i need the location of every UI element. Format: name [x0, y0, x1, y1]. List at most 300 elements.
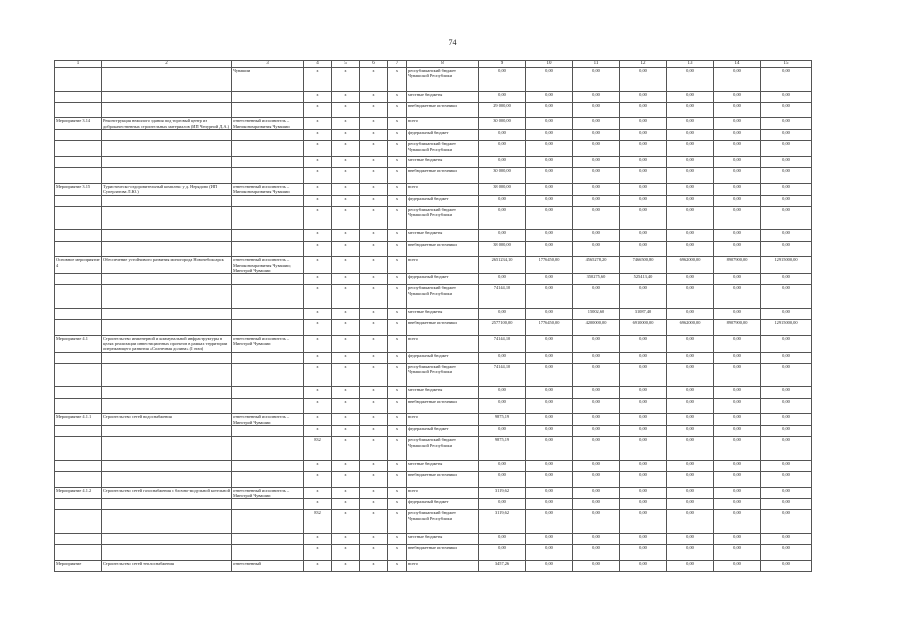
value-2021: 0,00	[573, 510, 620, 534]
value-2019: 0,00	[479, 230, 526, 241]
section-code: x	[332, 560, 360, 571]
activity-name	[102, 130, 232, 141]
target-article-code: x	[360, 285, 388, 309]
value-2022: 31087,40	[620, 308, 667, 319]
column-number: 4	[304, 61, 332, 68]
expense-group-code: x	[388, 230, 407, 241]
table-row	[55, 230, 812, 241]
value-2020: 0,00	[526, 141, 573, 157]
grbs-code: 832	[304, 437, 332, 461]
activity-name: Обеспечение устойчивого развития моногорода Новочебоксарск	[102, 257, 232, 274]
value-2019: 0,00	[479, 130, 526, 141]
table-row	[55, 387, 812, 398]
value-2025: 0,00	[761, 533, 812, 544]
activity-name: Строительство сетей газоснабжения с блочно-модульной котельной	[102, 487, 232, 499]
expense-group-code: x	[388, 499, 407, 510]
table-row	[55, 510, 812, 534]
target-article-code: x	[360, 398, 388, 414]
activity-name: Строительство сетей теплоснабжения	[102, 560, 232, 571]
target-article-code: x	[360, 414, 388, 426]
section-code: x	[332, 308, 360, 319]
expense-group-code: x	[388, 141, 407, 157]
value-2022: 0,00	[620, 130, 667, 141]
expense-group-code: x	[388, 460, 407, 471]
funding-source: местные бюджеты	[407, 308, 479, 319]
value-2025: 0,00	[761, 487, 812, 499]
funding-source: республиканский бюджет Чувашской Республики	[407, 363, 479, 387]
expense-group-code: x	[388, 195, 407, 206]
value-2022: 0,00	[620, 118, 667, 130]
column-number: 10	[526, 61, 573, 68]
section-code: x	[332, 387, 360, 398]
value-2020: 1776450,00	[526, 257, 573, 274]
activity-code	[55, 437, 102, 461]
activity-code	[55, 141, 102, 157]
value-2024: 0,00	[714, 230, 761, 241]
activity-code	[55, 545, 102, 561]
value-2025: 12915000,00	[761, 320, 812, 336]
target-article-code: x	[360, 141, 388, 157]
value-2024: 0,00	[714, 195, 761, 206]
value-2021: 0,00	[573, 141, 620, 157]
target-article-code: x	[360, 560, 388, 571]
value-2024: 0,00	[714, 141, 761, 157]
value-2024: 8907900,00	[714, 257, 761, 274]
activity-name	[102, 91, 232, 102]
funding-source: всего	[407, 118, 479, 130]
expense-group-code: x	[388, 352, 407, 363]
value-2023: 0,00	[667, 471, 714, 487]
activity-code	[55, 285, 102, 309]
target-article-code: x	[360, 545, 388, 561]
value-2023: 0,00	[667, 308, 714, 319]
value-2020: 1776450,00	[526, 320, 573, 336]
activity-name	[102, 285, 232, 309]
value-2022: 0,00	[620, 387, 667, 398]
value-2025: 0,00	[761, 437, 812, 461]
value-2020: 0,00	[526, 437, 573, 461]
value-2021: 0,00	[573, 533, 620, 544]
grbs-code: x	[304, 68, 332, 92]
responsible-executor	[232, 206, 304, 230]
funding-source: федеральный бюджет	[407, 352, 479, 363]
value-2022: 0,00	[620, 335, 667, 352]
activity-name	[102, 206, 232, 230]
value-2022: 0,00	[620, 230, 667, 241]
value-2019: 0,00	[479, 91, 526, 102]
value-2019: 0,00	[479, 206, 526, 230]
table-row	[55, 545, 812, 561]
value-2025: 0,00	[761, 560, 812, 571]
value-2020: 0,00	[526, 510, 573, 534]
section-code: x	[332, 68, 360, 92]
responsible-executor: ответственный исполнитель – Минстрой Чувашии	[232, 414, 304, 426]
value-2019: 0,00	[479, 499, 526, 510]
value-2023: 0,00	[667, 91, 714, 102]
responsible-executor	[232, 471, 304, 487]
activity-name	[102, 398, 232, 414]
table-row	[55, 426, 812, 437]
activity-name: Строительство сетей водоснабжения	[102, 414, 232, 426]
value-2019: 0,00	[479, 460, 526, 471]
table-row	[55, 398, 812, 414]
activity-code	[55, 91, 102, 102]
value-2020: 0,00	[526, 533, 573, 544]
funding-source: республиканский бюджет Чувашской Республики	[407, 510, 479, 534]
target-article-code: x	[360, 241, 388, 257]
value-2025: 0,00	[761, 545, 812, 561]
activity-code: Мероприятие 3.14	[55, 118, 102, 130]
value-2021: 0,00	[573, 487, 620, 499]
responsible-executor	[232, 157, 304, 168]
responsible-executor: Чувашии	[232, 68, 304, 92]
value-2023: 0,00	[667, 335, 714, 352]
value-2021: 0,00	[573, 157, 620, 168]
value-2019: 0,00	[479, 352, 526, 363]
value-2019: 30 000,00	[479, 118, 526, 130]
value-2021: 0,00	[573, 499, 620, 510]
value-2024: 0,00	[714, 274, 761, 285]
grbs-code: x	[304, 274, 332, 285]
value-2025: 0,00	[761, 102, 812, 118]
expense-group-code: x	[388, 102, 407, 118]
value-2020: 0,00	[526, 157, 573, 168]
value-2023: 0,00	[667, 274, 714, 285]
activity-code	[55, 320, 102, 336]
activity-code	[55, 157, 102, 168]
program-table	[54, 60, 812, 572]
value-2019: 0,00	[479, 68, 526, 92]
target-article-code: x	[360, 363, 388, 387]
expense-group-code: x	[388, 387, 407, 398]
grbs-code: x	[304, 157, 332, 168]
value-2025: 0,00	[761, 130, 812, 141]
value-2021: 15002,60	[573, 308, 620, 319]
funding-source: местные бюджеты	[407, 460, 479, 471]
value-2019: 0,00	[479, 533, 526, 544]
value-2024: 0,00	[714, 102, 761, 118]
target-article-code: x	[360, 184, 388, 196]
table-row	[55, 414, 812, 426]
expense-group-code: x	[388, 91, 407, 102]
section-code: x	[332, 157, 360, 168]
responsible-executor	[232, 320, 304, 336]
funding-source: местные бюджеты	[407, 157, 479, 168]
funding-source: всего	[407, 335, 479, 352]
value-2024: 0,00	[714, 118, 761, 130]
expense-group-code: x	[388, 257, 407, 274]
grbs-code: x	[304, 471, 332, 487]
value-2022: 0,00	[620, 352, 667, 363]
value-2024: 0,00	[714, 91, 761, 102]
responsible-executor	[232, 195, 304, 206]
grbs-code: x	[304, 398, 332, 414]
column-number: 11	[573, 61, 620, 68]
value-2022: 0,00	[620, 206, 667, 230]
activity-code	[55, 230, 102, 241]
table-row	[55, 560, 812, 571]
table-row	[55, 533, 812, 544]
expense-group-code: x	[388, 285, 407, 309]
value-2024: 0,00	[714, 206, 761, 230]
grbs-code: x	[304, 285, 332, 309]
column-number: 5	[332, 61, 360, 68]
responsible-executor	[232, 363, 304, 387]
expense-group-code: x	[388, 471, 407, 487]
target-article-code: x	[360, 168, 388, 184]
value-2023: 0,00	[667, 487, 714, 499]
table-row	[55, 195, 812, 206]
value-2022: 0,00	[620, 363, 667, 387]
table-row	[55, 168, 812, 184]
value-2021: 0,00	[573, 335, 620, 352]
activity-code	[55, 471, 102, 487]
value-2021: 0,00	[573, 184, 620, 196]
grbs-code: x	[304, 118, 332, 130]
value-2020: 0,00	[526, 241, 573, 257]
value-2020: 0,00	[526, 130, 573, 141]
table-row	[55, 157, 812, 168]
value-2025: 0,00	[761, 460, 812, 471]
column-number: 6	[360, 61, 388, 68]
grbs-code: 832	[304, 510, 332, 534]
responsible-executor: ответственный исполнитель – Минэкономразвития Чувашии	[232, 184, 304, 196]
grbs-code: x	[304, 560, 332, 571]
value-2020: 0,00	[526, 414, 573, 426]
grbs-code: x	[304, 130, 332, 141]
target-article-code: x	[360, 510, 388, 534]
responsible-executor	[232, 510, 304, 534]
column-number: 7	[388, 61, 407, 68]
value-2025: 0,00	[761, 414, 812, 426]
activity-code	[55, 206, 102, 230]
responsible-executor	[232, 168, 304, 184]
value-2023: 0,00	[667, 460, 714, 471]
value-2025: 0,00	[761, 274, 812, 285]
expense-group-code: x	[388, 206, 407, 230]
responsible-executor	[232, 426, 304, 437]
activity-name	[102, 545, 232, 561]
table-row	[55, 460, 812, 471]
section-code: x	[332, 274, 360, 285]
target-article-code: x	[360, 230, 388, 241]
responsible-executor: ответственный исполнитель – Минстрой Чувашии	[232, 487, 304, 499]
section-code: x	[332, 335, 360, 352]
section-code: x	[332, 533, 360, 544]
value-2025: 0,00	[761, 510, 812, 534]
responsible-executor	[232, 437, 304, 461]
funding-source: федеральный бюджет	[407, 426, 479, 437]
grbs-code: x	[304, 206, 332, 230]
value-2020: 0,00	[526, 471, 573, 487]
value-2024: 0,00	[714, 460, 761, 471]
value-2021: 0,00	[573, 398, 620, 414]
value-2019: 9875,19	[479, 414, 526, 426]
value-2021: 0,00	[573, 118, 620, 130]
table-row	[55, 118, 812, 130]
table-row	[55, 363, 812, 387]
grbs-code: x	[304, 195, 332, 206]
section-code: x	[332, 320, 360, 336]
target-article-code: x	[360, 460, 388, 471]
value-2021: 0,00	[573, 285, 620, 309]
section-code: x	[332, 184, 360, 196]
value-2023: 0,00	[667, 184, 714, 196]
value-2022: 0,00	[620, 398, 667, 414]
value-2021: 0,00	[573, 460, 620, 471]
value-2024: 0,00	[714, 184, 761, 196]
value-2022: 0,00	[620, 184, 667, 196]
target-article-code: x	[360, 130, 388, 141]
funding-source: местные бюджеты	[407, 533, 479, 544]
table-row	[55, 352, 812, 363]
section-code: x	[332, 118, 360, 130]
expense-group-code: x	[388, 68, 407, 92]
grbs-code: x	[304, 499, 332, 510]
value-2022: 0,00	[620, 91, 667, 102]
section-code: x	[332, 363, 360, 387]
activity-code	[55, 387, 102, 398]
responsible-executor: ответственный исполнитель – Минэкономразвития Чувашии	[232, 118, 304, 130]
section-code: x	[332, 426, 360, 437]
value-2023: 0,00	[667, 510, 714, 534]
grbs-code: x	[304, 102, 332, 118]
activity-name	[102, 157, 232, 168]
column-number: 2	[102, 61, 232, 68]
value-2022: 0,00	[620, 285, 667, 309]
funding-source: внебюджетные источники	[407, 320, 479, 336]
table-row	[55, 285, 812, 309]
value-2023: 0,00	[667, 352, 714, 363]
table-row	[55, 471, 812, 487]
value-2019: 74144,10	[479, 285, 526, 309]
activity-code: Мероприятие 4.1.2	[55, 487, 102, 499]
activity-name	[102, 426, 232, 437]
value-2022: 0,00	[620, 437, 667, 461]
section-code: x	[332, 487, 360, 499]
value-2021: 0,00	[573, 363, 620, 387]
grbs-code: x	[304, 308, 332, 319]
value-2022: 0,00	[620, 460, 667, 471]
value-2019: 0,00	[479, 545, 526, 561]
section-code: x	[332, 230, 360, 241]
value-2019: 0,00	[479, 471, 526, 487]
table-row	[55, 335, 812, 352]
responsible-executor: ответственный исполнитель – Минэкономразвития Чувашии; Минстрой Чувашии	[232, 257, 304, 274]
expense-group-code: x	[388, 560, 407, 571]
value-2023: 0,00	[667, 363, 714, 387]
responsible-executor	[232, 352, 304, 363]
section-code: x	[332, 102, 360, 118]
value-2023: 0,00	[667, 168, 714, 184]
value-2023: 0,00	[667, 230, 714, 241]
grbs-code: x	[304, 352, 332, 363]
value-2019: 2577100,00	[479, 320, 526, 336]
funding-source: внебюджетные источники	[407, 471, 479, 487]
activity-name	[102, 352, 232, 363]
table-row	[55, 141, 812, 157]
value-2022: 0,00	[620, 533, 667, 544]
activity-name	[102, 363, 232, 387]
target-article-code: x	[360, 533, 388, 544]
grbs-code: x	[304, 335, 332, 352]
responsible-executor	[232, 387, 304, 398]
value-2021: 4200000,00	[573, 320, 620, 336]
value-2019: 0,00	[479, 141, 526, 157]
funding-source: внебюджетные источники	[407, 168, 479, 184]
value-2025: 0,00	[761, 308, 812, 319]
target-article-code: x	[360, 499, 388, 510]
value-2023: 0,00	[667, 499, 714, 510]
section-code: x	[332, 352, 360, 363]
grbs-code: x	[304, 184, 332, 196]
activity-code	[55, 510, 102, 534]
grbs-code: x	[304, 487, 332, 499]
funding-source: республиканский бюджет Чувашской Республики	[407, 206, 479, 230]
table-row	[55, 274, 812, 285]
value-2024: 0,00	[714, 499, 761, 510]
funding-source: республиканский бюджет Чувашской Республики	[407, 68, 479, 92]
page-number: 74	[448, 38, 457, 47]
value-2023: 0,00	[667, 241, 714, 257]
value-2023: 0,00	[667, 68, 714, 92]
value-2019: 0,00	[479, 274, 526, 285]
expense-group-code: x	[388, 130, 407, 141]
value-2020: 0,00	[526, 91, 573, 102]
value-2023: 6962000,00	[667, 257, 714, 274]
expense-group-code: x	[388, 118, 407, 130]
value-2023: 0,00	[667, 387, 714, 398]
target-article-code: x	[360, 206, 388, 230]
funding-source: внебюджетные источники	[407, 398, 479, 414]
value-2019: 0,00	[479, 308, 526, 319]
value-2024: 0,00	[714, 168, 761, 184]
target-article-code: x	[360, 274, 388, 285]
value-2024: 0,00	[714, 510, 761, 534]
section-code: x	[332, 499, 360, 510]
value-2024: 0,00	[714, 426, 761, 437]
funding-source: республиканский бюджет Чувашской Республики	[407, 437, 479, 461]
value-2025: 0,00	[761, 241, 812, 257]
value-2020: 0,00	[526, 426, 573, 437]
value-2019: 0,00	[479, 387, 526, 398]
value-2022: 0,00	[620, 487, 667, 499]
value-2020: 0,00	[526, 274, 573, 285]
target-article-code: x	[360, 308, 388, 319]
table-row	[55, 68, 812, 92]
value-2019: 9875,19	[479, 437, 526, 461]
activity-code	[55, 352, 102, 363]
expense-group-code: x	[388, 241, 407, 257]
value-2022: 0,00	[620, 241, 667, 257]
responsible-executor	[232, 285, 304, 309]
value-2024: 0,00	[714, 471, 761, 487]
grbs-code: x	[304, 533, 332, 544]
value-2019: 0,00	[479, 426, 526, 437]
value-2021: 0,00	[573, 545, 620, 561]
funding-source: внебюджетные источники	[407, 102, 479, 118]
value-2025: 0,00	[761, 471, 812, 487]
value-2023: 0,00	[667, 118, 714, 130]
value-2025: 0,00	[761, 335, 812, 352]
section-code: x	[332, 206, 360, 230]
value-2022: 0,00	[620, 157, 667, 168]
value-2024: 0,00	[714, 363, 761, 387]
funding-source: местные бюджеты	[407, 91, 479, 102]
value-2025: 0,00	[761, 141, 812, 157]
value-2019: 2651234,10	[479, 257, 526, 274]
activity-code: Мероприятие	[55, 560, 102, 571]
